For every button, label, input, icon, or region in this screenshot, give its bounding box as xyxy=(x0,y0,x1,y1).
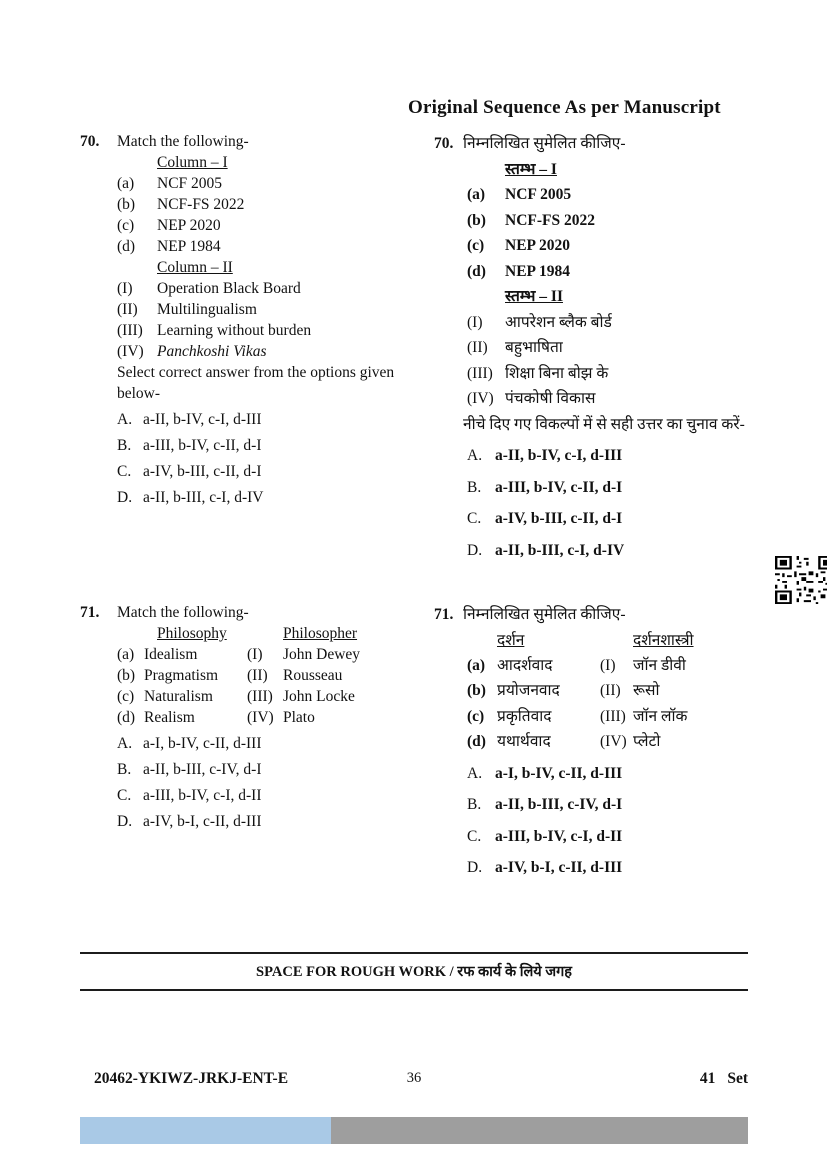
match-item-row xyxy=(463,335,776,361)
match-item-row xyxy=(117,320,414,341)
pair-name: जॉन डीवी xyxy=(633,656,686,674)
pair-label: (d) xyxy=(467,733,486,750)
option-label: D. xyxy=(117,813,133,830)
match-item-row xyxy=(117,236,414,257)
left-column-header: दर्शन xyxy=(497,631,525,649)
item-text: बहुभाषिता xyxy=(505,339,563,356)
pair-term: Naturalism xyxy=(144,688,213,705)
match-pair-row xyxy=(463,704,784,730)
question-prompt: Match the following- xyxy=(117,604,249,621)
match-item-row xyxy=(463,386,776,412)
pair-term: Pragmatism xyxy=(144,667,219,684)
item-label: (III) xyxy=(117,322,143,339)
option-row xyxy=(463,506,776,532)
qr-code xyxy=(775,556,827,604)
option-label: A. xyxy=(117,735,133,752)
question-70-english xyxy=(80,131,414,508)
item-label: (II) xyxy=(467,339,488,356)
option-label: D. xyxy=(467,859,483,876)
pair-label: (b) xyxy=(467,682,486,699)
question-prompt: निम्नलिखित सुमेलित कीजिए- xyxy=(463,606,626,623)
bottom-info-row xyxy=(80,1070,748,1092)
item-text: NCF-FS 2022 xyxy=(505,211,595,229)
item-label: (d) xyxy=(467,262,486,280)
match-item-row xyxy=(117,278,414,299)
item-text: NEP 2020 xyxy=(505,237,571,254)
match-pair-row xyxy=(463,653,784,679)
select-instruction: Select correct answer from the options given below- xyxy=(117,364,395,402)
option-label: B. xyxy=(117,761,132,778)
option-text: a-II, b-III, c-I, d-IV xyxy=(495,541,625,559)
match-item-row xyxy=(117,299,414,320)
question-number: 70. xyxy=(434,135,454,152)
question-71-english xyxy=(80,602,414,832)
option-text: a-II, b-IV, c-I, d-III xyxy=(143,411,262,428)
match-item-row xyxy=(117,215,414,236)
option-label: D. xyxy=(467,541,483,559)
item-label: (I) xyxy=(117,280,133,297)
option-label: A. xyxy=(117,411,133,428)
option-label: A. xyxy=(467,447,483,464)
page-number: 36 xyxy=(406,1070,422,1086)
match-pair-row xyxy=(117,665,414,686)
pair-roman: (III) xyxy=(247,688,273,705)
set-word: Set xyxy=(727,1070,748,1087)
item-text: पंचकोषी विकास xyxy=(505,390,596,407)
pair-term: यथार्थवाद xyxy=(497,733,551,750)
match-item-row xyxy=(117,194,414,215)
question-prompt: Match the following- xyxy=(117,133,249,150)
column1-header: Column – I xyxy=(157,154,228,171)
match-item-row xyxy=(117,341,414,362)
option-row xyxy=(463,792,784,818)
item-label: (IV) xyxy=(467,390,494,407)
pair-term: प्रयोजनवाद xyxy=(497,682,560,699)
option-row xyxy=(117,759,414,780)
option-row xyxy=(117,461,414,482)
match-item-row xyxy=(117,173,414,194)
pair-term: Realism xyxy=(144,709,195,726)
right-column-header: दर्शनशास्त्री xyxy=(633,631,694,649)
option-text: a-IV, b-I, c-II, d-III xyxy=(143,813,262,830)
pair-term: Idealism xyxy=(144,646,198,663)
pair-label: (d) xyxy=(117,709,136,726)
match-item-row xyxy=(463,182,776,208)
item-label: (d) xyxy=(117,238,136,255)
item-text: Multilingualism xyxy=(157,301,257,318)
option-text: a-III, b-IV, c-II, d-I xyxy=(495,478,623,496)
match-item-row xyxy=(463,208,776,234)
item-label: (c) xyxy=(117,217,135,234)
option-row xyxy=(117,785,414,806)
option-text: a-II, b-III, c-IV, d-I xyxy=(143,761,262,778)
question-71-hindi xyxy=(434,602,784,881)
match-table-header xyxy=(463,628,784,653)
match-pair-row xyxy=(117,644,414,665)
rough-work-band: SPACE FOR ROUGH WORK / रफ कार्य के लिये जगह xyxy=(80,952,748,991)
option-label: B. xyxy=(467,796,482,813)
option-text: a-II, b-IV, c-I, d-III xyxy=(495,447,623,464)
option-text: a-III, b-IV, c-II, d-I xyxy=(143,437,262,454)
page-title: Original Sequence As per Manuscript xyxy=(408,97,721,118)
option-row xyxy=(463,538,776,564)
pair-term: प्रकृतिवाद xyxy=(497,707,552,725)
set-label xyxy=(700,1070,748,1088)
item-label: (a) xyxy=(117,175,135,192)
option-text: a-I, b-IV, c-II, d-III xyxy=(143,735,262,752)
option-label: C. xyxy=(117,463,132,480)
item-text: NEP 2020 xyxy=(157,217,221,234)
pair-roman: (IV) xyxy=(600,733,627,750)
option-row xyxy=(463,855,784,881)
match-table-header xyxy=(117,623,414,644)
question-number: 71. xyxy=(80,604,100,621)
pair-name: John Locke xyxy=(283,688,355,705)
option-text: a-II, b-III, c-IV, d-I xyxy=(495,796,623,813)
left-column-header: Philosophy xyxy=(157,625,227,642)
item-text: शिक्षा बिना बोझ के xyxy=(505,364,609,382)
pair-roman: (II) xyxy=(600,682,621,699)
match-pair-row xyxy=(463,729,784,755)
item-label: (b) xyxy=(117,196,136,213)
option-text: a-IV, b-III, c-II, d-I xyxy=(495,510,623,527)
item-text: Panchkoshi Vikas xyxy=(157,343,267,360)
pair-roman: (IV) xyxy=(247,709,274,726)
blue-bar xyxy=(80,1117,331,1144)
item-text: Operation Black Board xyxy=(157,280,301,297)
pair-roman: (III) xyxy=(600,707,626,725)
item-label: (III) xyxy=(467,364,493,382)
option-row xyxy=(463,475,776,501)
gray-bar xyxy=(331,1117,748,1144)
option-text: a-III, b-IV, c-I, d-II xyxy=(495,827,623,845)
pair-label: (c) xyxy=(467,707,485,725)
question-prompt: निम्नलिखित सुमेलित कीजिए- xyxy=(463,135,626,152)
option-row xyxy=(117,733,414,754)
question-number: 70. xyxy=(80,133,100,150)
item-label: (c) xyxy=(467,237,485,254)
item-text: NCF 2005 xyxy=(505,186,572,203)
option-text: a-III, b-IV, c-I, d-II xyxy=(143,787,262,804)
pair-name: Plato xyxy=(283,709,315,726)
set-number: 41 xyxy=(699,1070,716,1087)
item-text: Learning without burden xyxy=(157,322,312,339)
item-label: (a) xyxy=(467,186,486,203)
option-text: a-I, b-IV, c-II, d-III xyxy=(495,764,623,782)
option-label: C. xyxy=(117,787,132,804)
pair-label: (a) xyxy=(467,656,486,674)
option-row xyxy=(117,409,414,430)
item-text: NEP 1984 xyxy=(157,238,221,255)
pair-roman: (I) xyxy=(247,646,263,663)
match-item-row xyxy=(463,259,776,285)
select-instruction: नीचे दिए गए विकल्पों में से सही उत्तर का चुनाव करें- xyxy=(463,415,745,433)
option-row xyxy=(463,761,784,787)
question-70-hindi xyxy=(434,131,776,563)
option-label: B. xyxy=(117,437,132,454)
match-pair-row xyxy=(117,686,414,707)
column2-header: स्तम्भ – II xyxy=(505,288,563,305)
item-label: (I) xyxy=(467,313,483,331)
pair-name: रूसो xyxy=(633,682,660,699)
paper-code: 20462-YKIWZ-JRKJ-ENT-E xyxy=(94,1070,289,1087)
option-text: a-IV, b-I, c-II, d-III xyxy=(495,859,623,876)
pair-term: आदर्शवाद xyxy=(497,656,553,674)
item-text: NEP 1984 xyxy=(505,262,571,280)
option-text: a-IV, b-III, c-II, d-I xyxy=(143,463,262,480)
match-item-row xyxy=(463,233,776,259)
option-label: D. xyxy=(117,489,133,506)
pair-name: John Dewey xyxy=(283,646,361,663)
pair-label: (a) xyxy=(117,646,135,663)
option-row xyxy=(117,435,414,456)
column1-header: स्तम्भ – I xyxy=(505,160,557,178)
column2-header: Column – II xyxy=(157,259,233,276)
right-column-header: Philosopher xyxy=(283,625,358,642)
match-pair-row xyxy=(117,707,414,728)
option-row xyxy=(117,487,414,508)
pair-label: (c) xyxy=(117,688,135,705)
pair-name: प्लेटो xyxy=(633,733,661,750)
item-text: NCF-FS 2022 xyxy=(157,196,245,213)
bottom-color-bars xyxy=(80,1117,748,1144)
match-pair-row xyxy=(463,678,784,704)
pair-label: (b) xyxy=(117,667,136,684)
match-item-row xyxy=(463,310,776,336)
item-label: (II) xyxy=(117,301,138,318)
item-label: (IV) xyxy=(117,343,144,360)
option-label: A. xyxy=(467,764,483,782)
option-text: a-II, b-III, c-I, d-IV xyxy=(143,489,264,506)
option-row xyxy=(463,443,776,469)
question-number: 71. xyxy=(434,606,454,623)
option-label: C. xyxy=(467,827,482,845)
option-label: B. xyxy=(467,478,482,496)
option-row xyxy=(463,824,784,850)
option-label: C. xyxy=(467,510,482,527)
pair-name: Rousseau xyxy=(283,667,343,684)
match-item-row xyxy=(463,361,776,387)
item-text: आपरेशन ब्लैक बोर्ड xyxy=(505,313,612,331)
option-row xyxy=(117,811,414,832)
item-label: (b) xyxy=(467,211,486,229)
pair-roman: (I) xyxy=(600,656,616,674)
item-text: NCF 2005 xyxy=(157,175,223,192)
pair-roman: (II) xyxy=(247,667,268,684)
pair-name: जॉन लॉक xyxy=(633,707,688,725)
